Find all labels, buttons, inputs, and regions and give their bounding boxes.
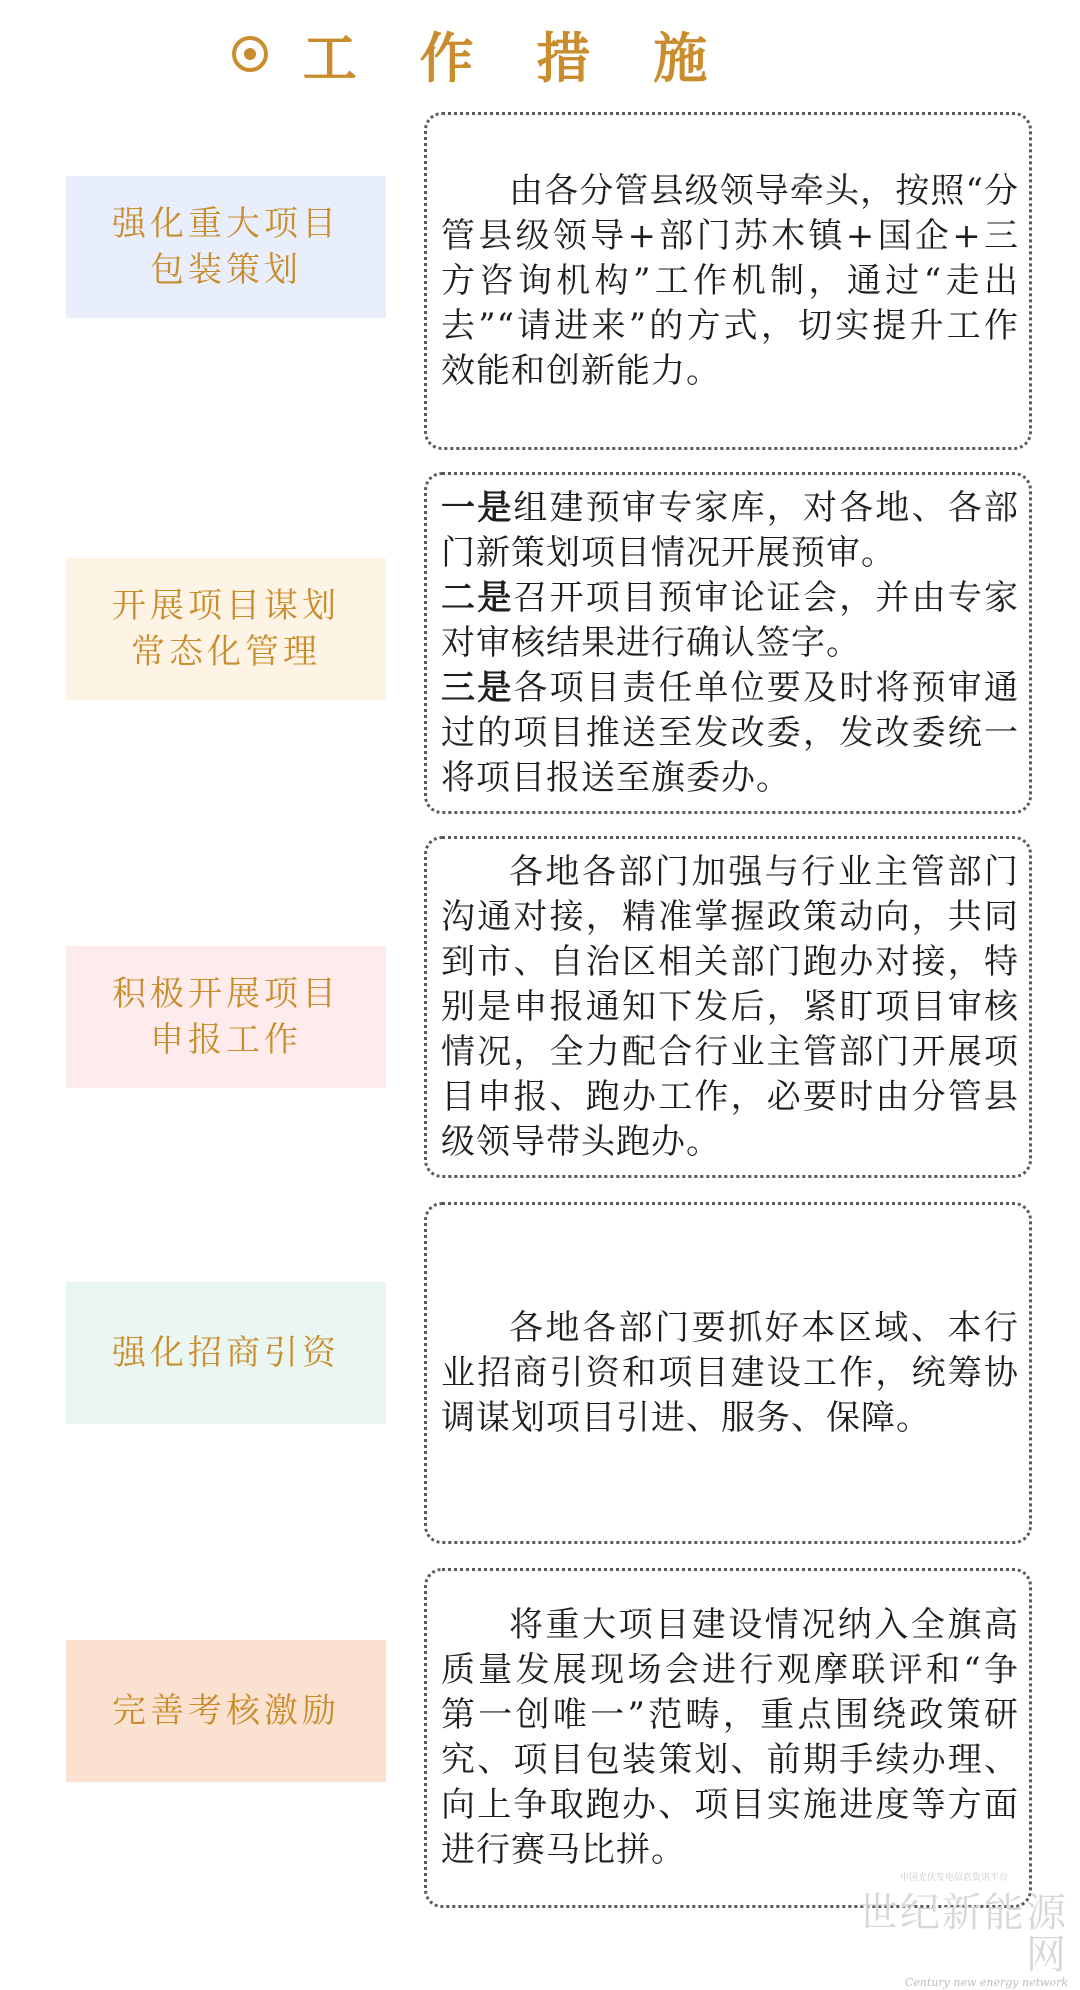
target-circle-icon: [231, 35, 269, 73]
item-body-investment: [424, 1202, 1032, 1544]
bullet-item: 二是召开项目预审论证会，并由专家对审核结果进行确认签字。: [441, 577, 1020, 663]
item-label-application: [66, 946, 386, 1088]
item-label-investment: [66, 1282, 386, 1424]
item-body-planning: [424, 472, 1032, 814]
item-body-text: 各地各部门加强与行业主管部门沟通对接，精准掌握政策动向，共同到市、自治区相关部门跑办对接，特别是申报通知下发后，紧盯项目审核情况，全力配合行业主管部门开展项目申报、跑办工作，必要时由分管县级领导带头跑办。: [441, 851, 1019, 1162]
bullet-list: [441, 486, 1019, 801]
item-label-packaging: [66, 176, 386, 318]
item-body-text: 由各分管县级领导牵头，按照“分管县级领导+部门苏木镇+国企+三方咨询机构”工作机制，通过“走出去”“请进来”的方式，切实提升工作效能和创新能力。: [441, 170, 1019, 391]
item-label-text: 强化招商引资: [112, 1333, 340, 1373]
item-label-text: 积极开展项目申报工作: [112, 974, 340, 1060]
item-label-text: 完善考核激励: [112, 1691, 340, 1731]
item-label-planning: [66, 558, 386, 700]
item-body-text: 各地各部门要抓好本区域、本行业招商引资和项目建设工作，统筹协调谋划项目引进、服务、保障。: [441, 1307, 1019, 1438]
item-body-application: [424, 836, 1032, 1178]
watermark: [838, 1873, 1068, 1989]
watermark-logo-text: 世纪新能源网: [858, 1890, 1068, 1978]
watermark-english: Century new energy network: [904, 1976, 1068, 1989]
watermark-tagline: 中国光伏发电信息资讯平台: [899, 1873, 1008, 1883]
section-header: [0, 14, 1080, 94]
item-body-assessment: [424, 1568, 1032, 1908]
bullet-item: 三是各项目责任单位要及时将预审通过的项目推送至发改委，发改委统一将项目报送至旗委办。: [441, 667, 1020, 798]
item-label-text: 开展项目谋划常态化管理: [112, 586, 340, 672]
item-label-assessment: [66, 1640, 386, 1782]
bullet-item: 一是组建预审专家库，对各地、各部门新策划项目情况开展预审。: [441, 487, 1020, 573]
item-body-packaging: [424, 112, 1032, 450]
item-label-text: 强化重大项目包装策划: [112, 204, 340, 290]
page-title: 工 作 措 施: [302, 25, 730, 90]
item-body-text: 将重大项目建设情况纳入全旗高质量发展现场会进行观摩联评和“争第一创唯一”范畴，重点围绕政策研究、项目包装策划、前期手续办理、向上争取跑办、项目实施进度等方面进行赛马比拼。: [441, 1605, 1019, 1870]
